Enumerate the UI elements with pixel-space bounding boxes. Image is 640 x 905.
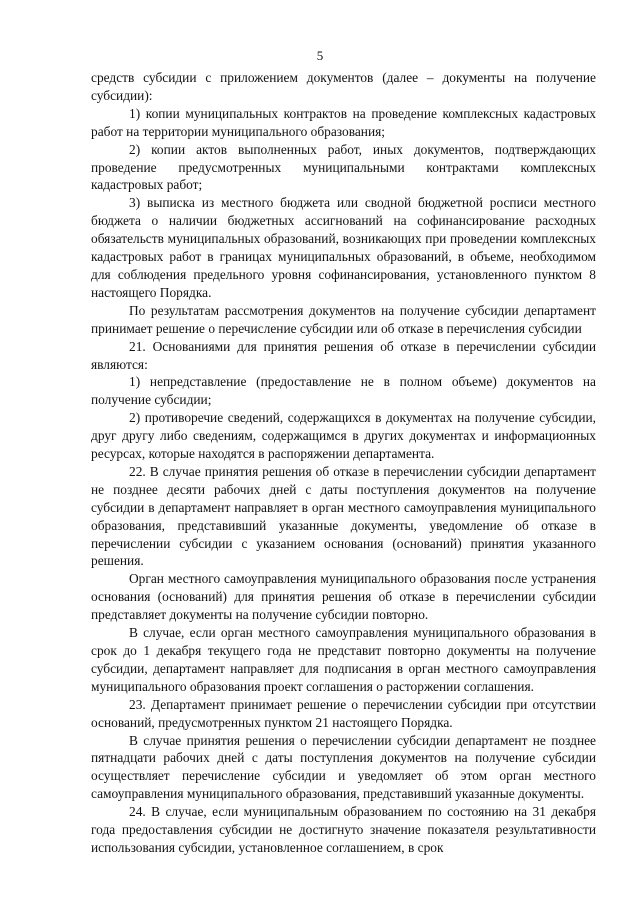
paragraph: 2) противоречие сведений, содержащихся в документах на получение субсидии, друг другу либо сведениям, содержащимся в других документах и информационных ресурсах, которые находятся в распоряжении департамента.	[91, 410, 596, 462]
page-number: 5	[316, 48, 324, 63]
paragraph: 23. Департамент принимает решение о перечислении субсидии при отсутствии оснований, предусмотренных пунктом 21 настоящего Порядка.	[91, 696, 596, 730]
paragraph: По результатам рассмотрения документов на получение субсидии департамент принимает решение о перечисление субсидии или об отказе в перечисления субсидии	[91, 302, 596, 336]
paragraph: 2) копии актов выполненных работ, иных документов, подтверждающих проведение предусмотренных муниципальными контрактами комплексных кадастровых работ;	[91, 141, 596, 193]
paragraph: средств субсидии с приложением документов (далее – документы на получение субсидии):	[91, 70, 596, 103]
paragraph: 1) копии муниципальных контрактов на проведение комплексных кадастровых работ на территории муниципального образования;	[91, 105, 596, 139]
paragraph: В случае принятия решения о перечислении субсидии департамент не позднее пятнадцати рабочих дней с даты поступления документов на получение субсидии осуществляет перечисление субсидии и уведомляет об этом орган местного самоуправления муниципального образования, представивший указанные документы.	[91, 732, 596, 802]
paragraph: В случае, если орган местного самоуправления муниципального образования в срок до 1 декабря текущего года не представит повторно документы на получение субсидии, департамент направляет для подписания в орган местного самоуправления муниципального образования проект соглашения о расторжении соглашения.	[91, 625, 596, 694]
paragraph: 22. В случае принятия решения об отказе в перечислении субсидии департамент не позднее десяти рабочих дней с даты поступления документов на получение субсидии в департамент направляет в орган местного самоуправления муниципального образования, представивший указанные документы, уведомление об отказе в перечислении субсидии с указанием основания (оснований) принятия указанного решения.	[91, 463, 596, 569]
paragraph: 1) непредставление (предоставление не в полном объеме) документов на получение субсидии;	[91, 374, 596, 408]
document-body	[91, 69, 596, 857]
paragraph: 21. Основаниями для принятия решения об отказе в перечислении субсидии являются:	[91, 338, 596, 372]
paragraph: 24. В случае, если муниципальным образованием по состоянию на 31 декабря года предоставления субсидии не достигнуто значение показателя результативности использования субсидии, установленное соглашением, в срок	[91, 804, 596, 855]
paragraph: Орган местного самоуправления муниципального образования после устранения основания (оснований) для принятия решения об отказе в перечислении субсидии представляет документы на получение субсидии повторно.	[91, 571, 596, 623]
paragraph: 3) выписка из местного бюджета или сводной бюджетной росписи местного бюджета о наличии бюджетных ассигнований на софинансирование расходных обязательств муниципальных образований, возникающих при проведении комплексных кадастровых работ в границах муниципальных образований, в объеме, необходимом для соблюдения предельного уровня софинансирования, установленного пунктом 8 настоящего Порядка.	[91, 195, 596, 300]
